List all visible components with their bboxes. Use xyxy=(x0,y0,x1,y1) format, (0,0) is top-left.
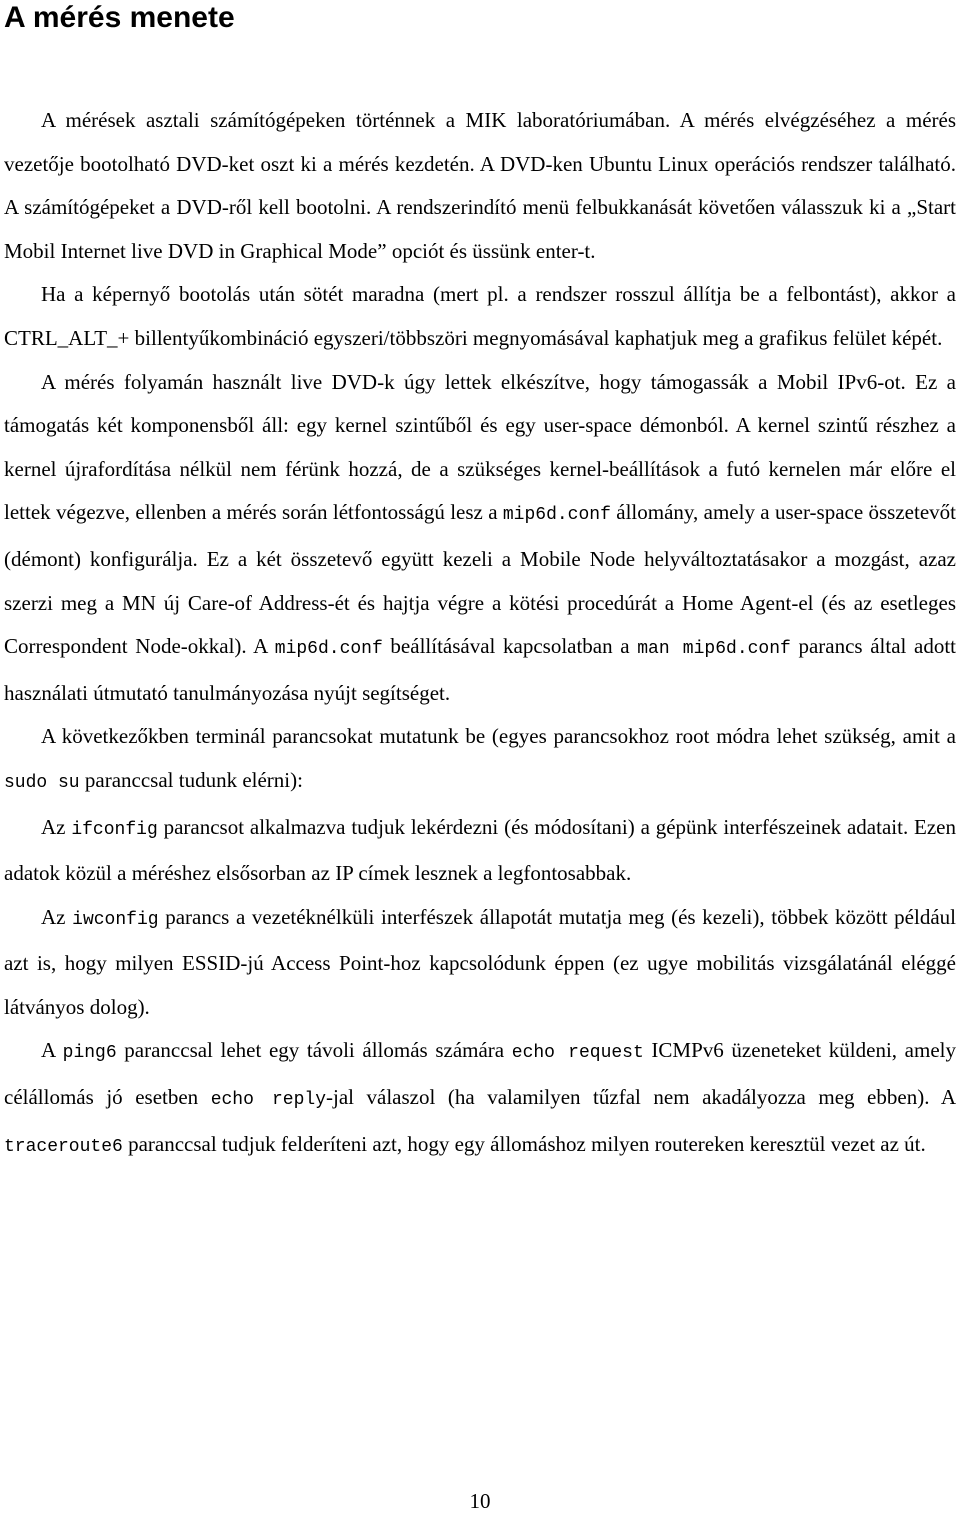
inline-code: man mip6d.conf xyxy=(637,639,791,660)
text-segment: A mérés folyamán használt live DVD-k úgy lettek elkészítve, hogy támogassák a Mobil IPv6-ot. Ez a támogatás két komponensből áll: egy kernel szintűből és egy user-space démonból. A kernel szintű részhez a kernel újrafordítása nélkül nem férünk hozzá, de a szükséges kernel-beállítások a futó kernelen már előre el lettek végezve, ellenben a mérés során létfontosságú lesz a xyxy=(4,369,956,525)
text-segment: Az xyxy=(41,814,72,839)
paragraph-dark-screen xyxy=(4,273,956,360)
text-segment: parancsot alkalmazva tudjuk lekérdezni (és módosítani) a gépünk interfészeinek adatait. Ezen adatok közül a méréshez elsősorban az IP címek lesznek a legfontosabbak. xyxy=(4,814,956,886)
paragraph-ifconfig xyxy=(4,806,956,896)
paragraph-intro xyxy=(4,99,956,273)
text-segment: ICMPv6 üzeneteket küldeni, amely célállomás jó esetben xyxy=(4,1038,956,1110)
text-segment: A következőkben terminál parancsokat mutatunk be (egyes parancsokhoz root módra lehet szükség, amit a xyxy=(41,724,956,749)
page-title: A mérés menete xyxy=(4,1,235,34)
text-segment: paranccsal tudunk elérni): xyxy=(79,767,303,792)
text-segment: A mérések asztali számítógépeken történnek a MIK laboratóriumában. A mérés elvégzéséhez a mérés vezetője bootolható DVD-ket oszt ki a mérés kezdetén. A DVD-ken Ubuntu Linux operációs rendszer található. A számítógépeket a DVD-ről kell bootolni. A rendszerindító menü felbukkanását követően válasszuk ki a „Start Mobil Internet live DVD in Graphical Mode” opciót és üssünk enter-t. xyxy=(4,108,956,263)
inline-code: sudo su xyxy=(4,772,80,793)
text-segment: Az xyxy=(41,904,73,929)
paragraph-iwconfig xyxy=(4,896,956,1030)
paragraph-commands-intro xyxy=(4,715,956,805)
inline-code: echo request xyxy=(511,1043,644,1064)
text-segment: állomány, amely a user-space összetevőt (démont) konfigurálja. Ez a két összetevő együtt kezeli a Mobile Node helyváltoztatásakor a mozgást, azaz szerzi meg a MN új Care-of Address-ét és hajtja végre a kötési procedúrát a Home Agent-el (és az esetleges Correspondent Node-okkal). A xyxy=(4,500,956,659)
page-number: 10 xyxy=(469,1489,491,1513)
text-segment: parancs a vezetéknélküli interfészek állapotát mutatja meg (és kezeli), többek között például azt is, hogy milyen ESSID-jú Access Point-hoz kapcsolódunk éppen (ez ugye mobilitás vizsgálatánál eléggé látványos dolog). xyxy=(4,904,956,1019)
text-segment: -jal válaszol (ha valamilyen tűzfal nem akadályozza meg ebben). A xyxy=(326,1085,956,1110)
inline-code: ping6 xyxy=(62,1043,117,1064)
inline-code: ifconfig xyxy=(71,819,158,840)
text-segment: A xyxy=(41,1038,63,1063)
text-segment: Ha a képernyő bootolás után sötét maradna (mert pl. a rendszer rosszul állítja be a felbontást), akkor a CTRL_ALT_+ billentyűkombináció egyszeri/többszöri megnyomásával kaphatjuk meg a grafikus felület képét. xyxy=(4,282,956,350)
inline-code: echo reply xyxy=(210,1090,327,1111)
inline-code: iwconfig xyxy=(72,909,159,930)
text-segment: paranccsal lehet egy távoli állomás számára xyxy=(116,1038,512,1063)
paragraph-ping6 xyxy=(4,1029,956,1169)
text-segment: parancs által adott használati útmutató tanulmányozása nyújt segítséget. xyxy=(4,634,956,705)
text-segment: paranccsal tudjuk felderíteni azt, hogy egy állomáshoz milyen routereken keresztül vezet az út. xyxy=(122,1131,926,1156)
paragraph-mobile-ipv6 xyxy=(4,361,956,716)
inline-code: traceroute6 xyxy=(4,1136,123,1157)
document-body xyxy=(4,99,956,1169)
inline-code: mip6d.conf xyxy=(274,639,383,660)
inline-code: mip6d.conf xyxy=(502,505,611,526)
text-segment: beállításával kapcsolatban a xyxy=(382,634,638,659)
